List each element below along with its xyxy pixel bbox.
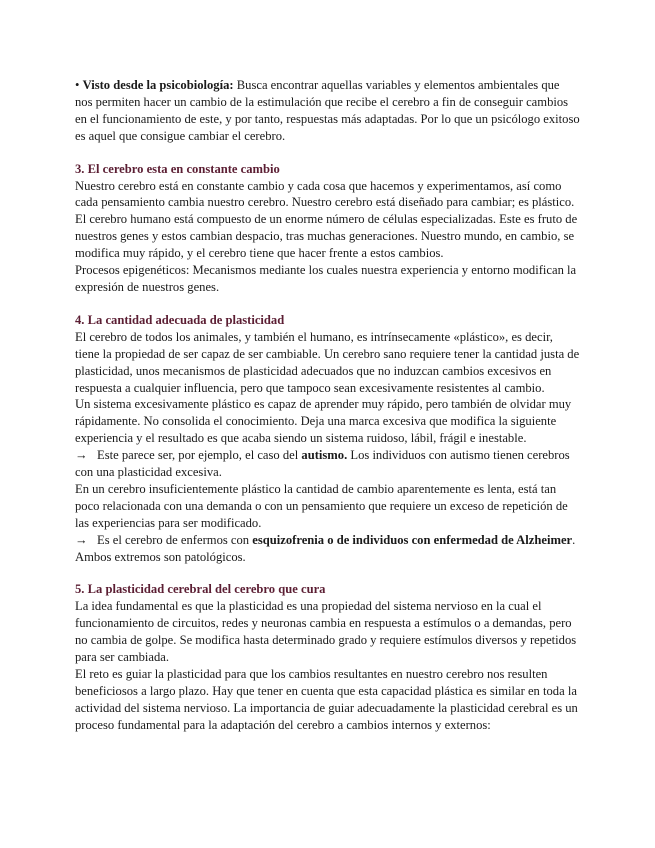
spacer bbox=[75, 296, 580, 312]
arrow-icon: → bbox=[75, 448, 88, 463]
section-4-arrow-note-1 bbox=[75, 447, 580, 481]
section-4-heading: 4. La cantidad adecuada de plasticidad bbox=[75, 312, 285, 327]
section-4-paragraph-1: El cerebro de todos los animales, y también el humano, es intrínsecamente «plástico», es decir, tiene la propiedad de ser capaz de ser cambiable. Un cerebro sano requiere tener la cantidad justa de plasticidad, unos mecanismos de plasticidad adecuados que no induzcan cambios excesivos en respuesta a cualquier influencia, pero que tampoco sean excesivamente resistentes al cambio. bbox=[75, 329, 580, 395]
bullet-symbol: • bbox=[75, 78, 80, 92]
section-3-paragraph-1: Nuestro cerebro está en constante cambio y cada cosa que hacemos y experimentamos, así como cada pensamiento cambia nuestro cerebro. Nuestro cerebro está diseñado para cambiar; es plástico. bbox=[75, 178, 575, 210]
document-page bbox=[75, 77, 580, 734]
spacer bbox=[75, 145, 580, 161]
section-5-heading: 5. La plasticidad cerebral del cerebro que cura bbox=[75, 582, 326, 597]
intro-text: Busca encontrar aquellas variables y elementos ambientales que nos permiten hacer un cambio de la estimulación que recibe el cerebro a fin de conseguir cambios en el funcionamiento de este, y por tanto, respuestas más adaptadas. Por lo que un psicólogo exitoso es aquel que consigue cambiar el cerebro. bbox=[75, 78, 580, 143]
intro-label: Visto desde la psicobiología: bbox=[82, 78, 234, 92]
arrow-note-2-bold: esquizofrenia o de individuos con enfermedad de Alzheimer bbox=[252, 532, 573, 547]
section-5-paragraph-2: El reto es guiar la plasticidad para que los cambios resultantes en nuestro cerebro nos resulten beneficiosos a largo plazo. Hay que tener en cuenta que esta capacidad plástica es similar en toda la actividad del sistema nervioso. La importancia de guiar adecuadamente la plasticidad cerebral es un proceso fundamental para la adaptación del cerebro a cambios internos y externos: bbox=[75, 667, 578, 732]
arrow-note-2-post: . Ambos extremos son patológicos. bbox=[75, 532, 576, 564]
section-5-paragraph-1: La idea fundamental es que la plasticidad es una propiedad del sistema nervioso en la cual el funcionamiento de circuitos, redes y neuronas cambia en respuesta a estímulos o a demandas, pero no cambia de golpe. Se modifica hasta determinado grado y requiere estímulos diversos y repetidos para ser cambiada. bbox=[75, 599, 577, 665]
arrow-icon: → bbox=[75, 532, 88, 547]
section-3-paragraph-3: Procesos epigenéticos: Mecanismos mediante los cuales nuestra experiencia y entorno modifican la expresión de nuestros genes. bbox=[75, 263, 577, 294]
spacer bbox=[75, 565, 580, 581]
arrow-note-1-pre: Este parece ser, por ejemplo, el caso del bbox=[97, 448, 302, 463]
section-3-heading: 3. El cerebro esta en constante cambio bbox=[75, 161, 280, 176]
section-4-arrow-note-2 bbox=[75, 532, 580, 566]
section-3-paragraph-2: El cerebro humano está compuesto de un enorme número de células especializadas. Este es fruto de nuestros genes y estos cambian despacio, tras muchas generaciones. Nuestro mundo, en cambio, se modifica muy rápido, y el cerebro tiene que hacer frente a estos cambios. bbox=[75, 212, 578, 261]
arrow-note-2-pre: Es el cerebro de enfermos con bbox=[97, 532, 253, 547]
intro-paragraph bbox=[75, 77, 580, 145]
section-4-paragraph-2: Un sistema excesivamente plástico es capaz de aprender muy rápido, pero también de olvidar muy rápidamente. No consolida el conocimiento. Deja una marca excesiva que modifica la siguiente experiencia y el resultado es que acaba siendo un sistema ruidoso, lábil, frágil e inestable. bbox=[75, 397, 572, 446]
arrow-note-1-post: Los individuos con autismo tienen cerebros con una plasticidad excesiva. bbox=[75, 448, 570, 480]
section-4-paragraph-3: En un cerebro insuficientemente plástico la cantidad de cambio aparentemente es lenta, está tan poco relacionada con una demanda o con un pensamiento que requiere un exceso de repetición de las experiencias para ser modificado. bbox=[75, 481, 568, 530]
arrow-note-1-bold: autismo. bbox=[301, 448, 348, 463]
